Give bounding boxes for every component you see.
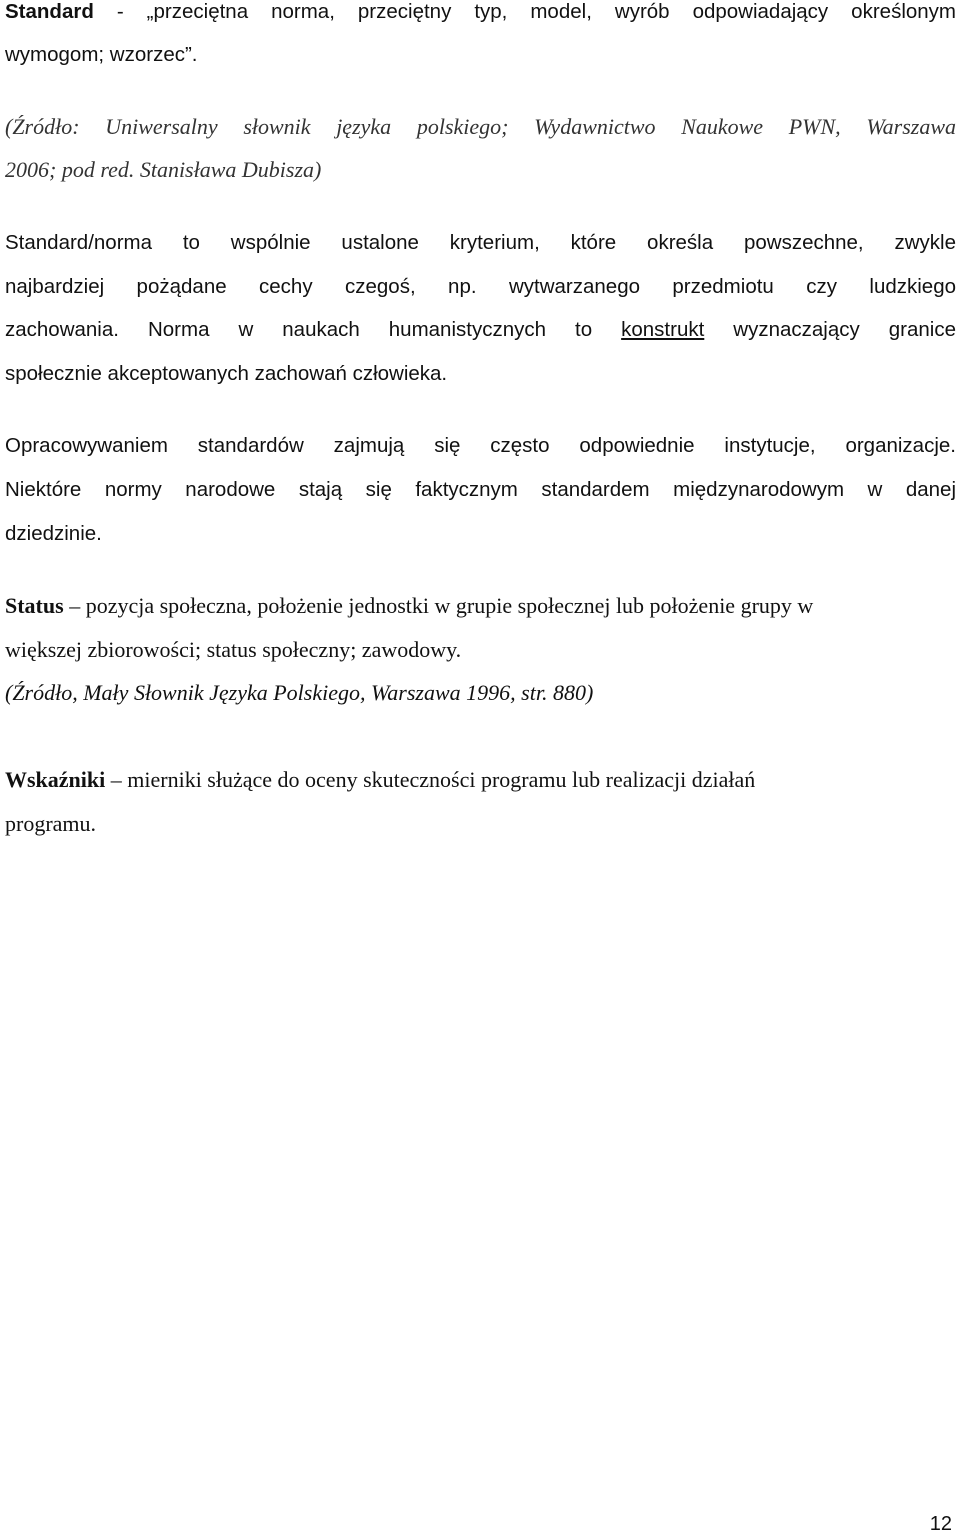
term-standard: Standard [5, 0, 94, 23]
norma-line3-post: wyznaczający granice [704, 318, 956, 341]
konstrukt-link[interactable]: konstrukt [621, 318, 705, 341]
norma-line2: najbardziej pożądane cechy czegoś, np. wytwarzanego przedmiotu czy ludzkiego [5, 275, 956, 298]
opracowywanie-line1: Opracowywaniem standardów zajmują się często odpowiednie instytucje, organizacje. [5, 434, 956, 457]
standard-source-line1: (Źródło: Uniwersalny słownik języka polskiego; Wydawnictwo Naukowe PWN, Warszawa [5, 114, 956, 139]
norma-line4: społecznie akceptowanych zachowań człowieka. [5, 362, 448, 385]
opracowywanie-line2: Niektóre normy narodowe stają się faktycznym standardem międzynarodowym w danej [5, 478, 956, 501]
wskazniki-definition-line1: – mierniki służące do oceny skuteczności programu lub realizacji działań [105, 767, 756, 792]
term-status: Status [5, 593, 64, 618]
status-definition-line2: większej zbiorowości; status społeczny; zawodowy. [5, 637, 462, 662]
term-wskazniki: Wskaźniki [5, 767, 106, 792]
standard-source-line2: 2006; pod red. Stanisława Dubisza) [5, 157, 322, 182]
norma-line1: Standard/norma to wspólnie ustalone kryterium, które określa powszechne, zwykle [5, 231, 956, 254]
opracowywanie-line3: dziedzinie. [5, 522, 102, 545]
wskazniki-definition-line2: programu. [5, 811, 97, 836]
norma-line3-pre: zachowania. Norma w naukach humanistycznych to [5, 318, 622, 341]
standard-definition-line1: - „przeciętna norma, przeciętny typ, model, wyrób odpowiadający określonym [93, 0, 956, 23]
status-definition-line1: – pozycja społeczna, położenie jednostki w grupie społecznej lub położenie grupy w [63, 593, 814, 618]
status-source: (Źródło, Mały Słownik Języka Polskiego, Warszawa 1996, str. 880) [5, 680, 594, 705]
page-number: 12 [929, 1513, 952, 1535]
standard-definition-line2: wymogom; wzorzec”. [5, 43, 198, 66]
